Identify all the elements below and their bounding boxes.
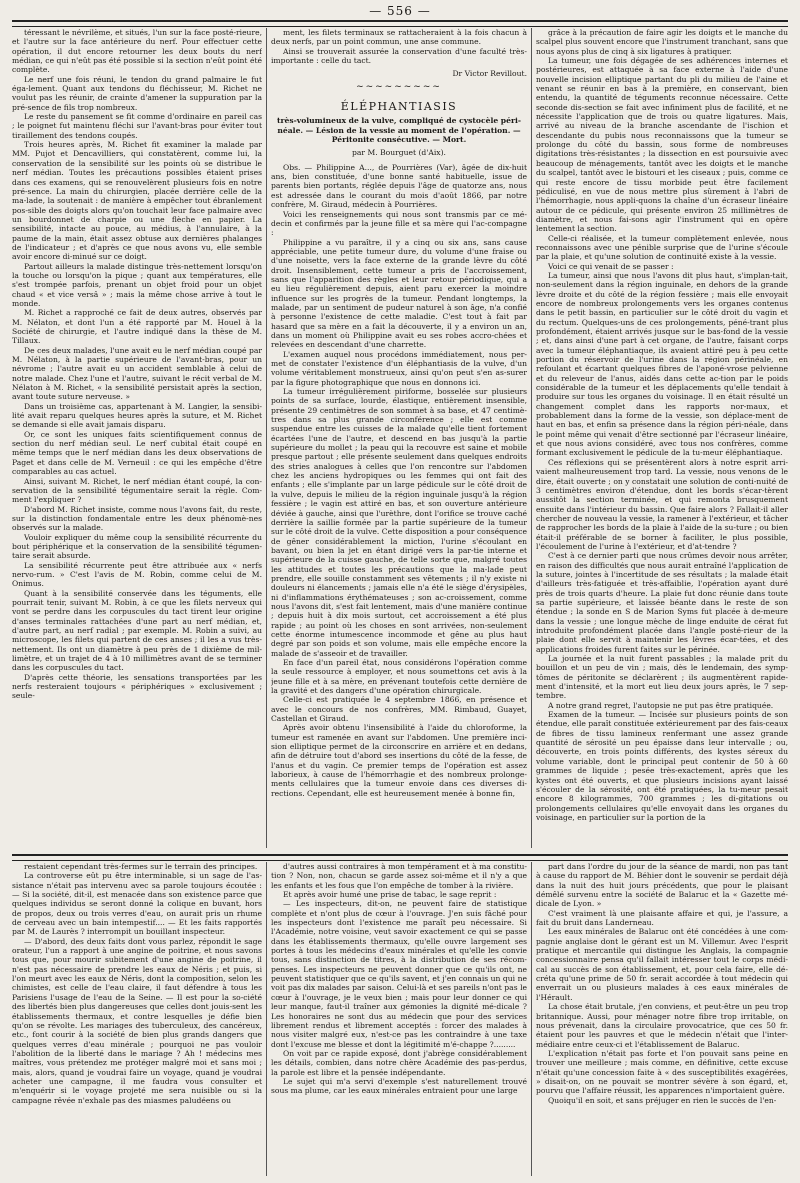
bottom-column-3 [536,862,788,1178]
paragraph: La controverse eût pu être interminable, si un sage de l'as-sistance n'était pas intervenu avec sa parole toujours écoutée : — Si la société, dit-il, est menacée dans son existence parce que quelques individus se seront donné la colique en buvant, hors de propos, deux ou trois verres d'eau, on aurait pris un rhume de cerveau avec un bain intempestif.... — Et les faits rapportés par M. de Laurès ? interrompit un bouillant inspecteur. [12,871,262,937]
article-author: par M. Bourguet (d'Aix). [352,148,446,158]
bottom-column-1 [12,862,262,1178]
article-title: ÉLÉPHANTIASIS [340,100,458,114]
paragraph: C'est à ce dernier parti que nous crûmes devoir nous arrêter, en raison des difficultés que nous aurait entraîné l'application de la suture, jointes à l'incertitude de ses résultats ; la malade était d'ailleurs très-fatiguée et très-affaiblie, l'opération ayant duré près de trois quarts d'heure. La plaie fut donc réunie dans toute sa partie supérieure, et laissée béante dans le reste de son étendue ; la sonde en S de Marion Syms fut placée à de-meure dans la vessie ; une longue mèche de linge enduite de cérat fut introduite profondément placée dans l'angle posté-rieur de la plaie dont elle servit à maintenir les lèvres écar-tées, et des applications froides furent faites sur le périnée. [536,551,788,654]
paragraph: Celle-ci réalisée, et la tumeur complètement enlevée, nous reconnaissons avec une pénible surprise que de l'urine s'écoule par la plaie, et qu'une solution de continuité existe à la vessie. [536,233,788,262]
column-divider [266,862,267,1176]
paragraph: Vouloir expliquer du même coup la sensibilité récurrente du bout périphérique et la conservation de la sensibilité tégumen-taire serait absurde. [12,532,262,561]
paragraph: restaient cependant très-fermes sur le terrain des principes. [24,862,258,871]
paragraph: Le reste du pansement se fit comme d'ordinaire en pareil cas ; le poignet fut maintenu fléchi sur l'avant-bras pour éviter tout tiraillement des tendons coupés. [12,112,262,140]
top-column-3 [536,28,788,850]
paragraph: — D'abord, des deux faits dont vous parlez, répondit le sage orateur, l'un a rapport à une angine de poitrine, et nous savons tous que, pour mourir subitement d'une angine de poitrine, il n'est pas nécessaire de prendre les eaux de Néris ; et puis, si l'on meurt avec les eaux de Néris, dont la composition, selon les chimistes, est celle de l'eau claire, il faut défendre à tous les Parisiens l'usage de l'eau de la Seine. — Il est pour la so-ciété des libertés bien plus dangereuses que celles dont jouis-sent les établissements thermaux, et contre lesquelles je défie bien qu'on se révolte. Les mariages des tuberculeux, des cancéreux, etc., font courir à la société de bien plus grands dangers que quelques verres d'eau minérale ; pourquoi ne pas vouloir l'abolition de la liberté dans le mariage ? Ah ! médecins mes maîtres, vous prétendez me protéger malgré moi et sans moi ; mais, alors, quand je voudrai faire un voyage, quand je voudrai acheter une campagne, il me faudra vous consulter et m'enquérir si le voyage projeté me sera nuisible ou si la campagne rêvée n'exhale pas des miasmes paludéens ou [12,936,262,1105]
paragraph: Partout ailleurs la malade distingue très-nettement lorsqu'on la touche ou lorsqu'on la pique ; quant aux températures, elle s'est trompée parfois, prenant un objet froid pour un objet chaud « et vice versâ » ; mais la même chose arrive à tout le monde. [12,261,262,308]
paragraph: Le sujet qui m'a servi d'exemple s'est naturellement trouvé sous ma plume, car les eaux minérales entraient pour une large [271,1076,527,1096]
paragraph: La tumeur, une fois dégagée de ses adhérences internes et postérieures, est attaquée à sa face externe à l'aide d'une nouvelle incision elliptique partant du pli du milieu de l'aine et venant se réunir en bas à la première, en conservant, bien entendu, la quantité de téguments reconnue nécessaire. Cette seconde dis-section se fait avec infiniment plus de facilité, et ne nécessite l'application que de trois ou quatre ligatures. Mais, arrivé au niveau de la branche ascendante de l'ischion et descendante du pubis nous reconnaissons que la tumeur se prolonge du côté du bassin, sous forme de nombreuses digitations très-résistantes ; la dissection en est poursuivie avec beaucoup de ménagements, tantôt avec les doigts et le manche du scalpel, tantôt avec le bistouri et les ciseaux ; puis, comme ce qui reste encore de tissu morbide peut être facilement pédiculisé, en vue de nous mettre plus sûrement à l'abri de l'hémorrhagie, nous appli-quons la chaîne d'un écraseur linéaire autour de ce pédicule, qui présente environ 25 millimètres de diamètre, et nous fai-sons agir l'instrument qui en opère lentement la section. [536,56,788,234]
paragraph: La tumeur, ainsi que nous l'avons dit plus haut, s'implan-tait, non-seulement dans la région inguinale, en dehors de la grande lèvre droite et du côté de la région fessière ; mais elle envoyait encore de nombreux prolongements vers les organes contenus dans le petit bassin, en particulier sur le côté droit du vagin et du rectum. Quelques-uns de ces prolongements, péné-trant plus profondément, étaient arrivés jusque sur le bas-fond de la vessie ; et, dans ainsi d'une part à cet organe, de l'autre, faisant corps avec la tumeur éléphantiaque, ils avaient attiré peu à peu cette portion du réservoir de l'urine dans la région périnéale, en refoulant et écartant quelques fibres de l'aponé-vrose pelvienne et du releveur de l'anus, aidés dans cette ac-tion par le poids considérable de la tumeur et les déplacements qu'elle tendait à produire sur tous les organes du voisinage. Il en était résulté un changement complet dans les rapports nor-maux, et probablement dans la forme de la vessie, son déplace-ment de haut en bas, et enfin sa présence dans la région péri-néale, dans le point même qui venait d'être sectionné par l'écraseur linéaire, et que nous avions considéré, avec tous nos confrères, comme formant exclusivement le pédicule de la tu-meur éléphantiaque. [536,270,788,458]
paragraph: Et après avoir humé une prise de tabac, le sage reprit : [283,890,497,900]
paragraph: L'examen auquel nous procédons immédiatement, nous per-met de constater l'existence d'un éléphantiasis de la vulve, d'un volume véritablement monstrueux, ainsi qu'on peut s'en as-surer par la figure photographique que nous en donnons ici. [271,349,527,387]
bottom-column-2 [271,862,527,1178]
paragraph: On voit par ce rapide exposé, dont j'abrège considérablement les détails, combien, dans notre chère Académie des pas-perdus, la parole est libre et la pensée indépendante. [271,1048,527,1077]
column-divider [266,28,267,848]
paragraph: Le nerf une fois réuni, le tendon du grand palmaire le fut éga-lement. Quant aux tendons du fléchisseur, M. Richet ne voulut pas les réunir, de crainte d'amener la suppuration par la pré-sence de fils trop nombreux. [12,74,262,112]
section-rule [12,854,788,861]
paragraph: D'après cette théorie, les sensations transportées par les nerfs resteraient toujours « périphériques » exclusivement ; seule- [12,672,262,701]
paragraph: Celle-ci est pratiquée le 4 septembre 1866, en présence et avec le concours de nos confrères, MM. Rimbaud, Guayet, Castellan et Giraud. [271,695,527,724]
paragraph: La sensibilité récurrente peut être attribuée aux « nerfs nervo-rum. » C'est l'avis de M. Robin, comme celui de M. Onimus. [12,560,262,589]
paragraph: ment, les filets terminaux se rattacheraient à la fois chacun à deux nerfs, par un point commun, une anse commune. [271,28,527,47]
paragraph: Ainsi, suivant M. Richet, le nerf médian étant coupé, la con-servation de la sensibilité tégumentaire serait la règle. Com-ment l'expliquer ? [12,476,262,505]
paragraph: Après avoir obtenu l'insensibilité à l'aide du chloroforme, la tumeur est ramenée en avant sur l'abdomen. Une première inci-sion elliptique permet de la circonscrire en arrière et en dedans, afin de détruire tout d'abord ses insertions du côté de la fesse, de l'anus et du vagin. Ce premier temps de l'opération est assez laborieux, à cause de l'hémorrhagie et des nombreux prolonge-ments cellulaires que la tumeur envoie dans ces diverses di-rections. Cependant, elle est heureusement menée à bonne fin, [271,723,527,798]
top-column-1 [12,28,262,850]
paragraph: — Les inspecteurs, dit-on, ne peuvent faire de statistique complète et n'ont plus de cœur à l'ouvrage. J'en suis fâché pour les inspecteurs dont l'existence me paraît peu nécessaire. Si l'Académie, notre voisine, veut savoir exactement ce qui se passe dans les établissements thermaux, qu'elle ouvre largement ses portes à tous les médecins d'eaux minérales et qu'elle les convie tous, sans distinction de titres, à la distribution de ses récom-penses. Les inspecteurs ne peuvent donner que ce qu'ils ont, ne peuvent statistiquer que ce qu'ils savent, et j'en connais un qui ne voit pas dix malades par saison. Celui-là et ses pareils n'ont pas le cœur à l'ouvrage, je le veux bien ; mais pour leur donner ce qui leur manque, faut-il traîner aux gémonies la dignité mé-dicale ? Les honoraires ne sont dus au médecin que pour des services librement rendus et librement acceptés : forcer des malades à nous visiter malgré eux, n'est-ce pas les contraindre à une taxe dont l'excuse me blesse et dont la légitimité m'é-chappe ?......... [271,899,527,1049]
paragraph: A notre grand regret, l'autopsie ne put pas être pratiquée. [548,700,774,710]
paragraph: M. Richet a rapproché ce fait de deux autres, observés par M. Nélaton, et dont l'un a été rapporté par M. Houel à la Société de chirurgie, et l'autre indiqué dans la thèse de M. Tillaux. [12,308,262,346]
paragraph: C'est vraiment là une plaisante affaire et qui, je l'assure, a fait du bruit dans Landerneau. [536,908,788,928]
column-divider [531,28,532,848]
paragraph: En face d'un pareil état, nous considérons l'opération comme la seule ressource à employer, et nous soumettons cet avis à la jeune fille et à sa mère, en prévenant toutefois cette dernière de la gravité et des dangers d'une opération chirurgicale. [271,658,527,696]
paragraph: Obs. — Philippine A..., de Pourrières (Var), âgée de dix-huit ans, bien constituée, d'une bonne santé habituelle, issue de parents bien portants, réglée depuis l'âge de quatorze ans, nous est adressée dans le courant du mois d'août 1866, par notre confrère, M. Giraud, médecin à Pourrières. [271,162,527,210]
paragraph: Quoiqu'il en soit, et sans préjuger en rien le succès de l'en- [548,1095,777,1105]
column-divider [531,862,532,1176]
paragraph: Quant à la sensibilité conservée dans les téguments, elle pourrait tenir, suivant M. Robin, à ce que les filets nerveux qui vont se perdre dans les corpuscules du tact tirent leur origine d'anses terminales rattachées d'une part au nerf médian, et, d'autre part, au nerf radial ; par exemple. M. Robin a suivi, au microscope, les filets qui partent de ces anses ; il les a vus très-nettement. Ils ont un diamètre à peu près de 1 dixième de mil-limètre, et un trajet de 4 à 10 millimètres avant de se terminer dans les corpuscules du tact. [12,588,262,673]
ornament-divider: ~~~~~~~~~ [356,81,442,92]
paragraph: La chose était brutale, j'en conviens, et peut-être un peu trop britannique. Aussi, pour ménager notre fibre trop irritable, on nous prévenait, dans la circulaire provocatrice, que ces 50 fr. étaient pour les pauvres et que le médecin n'était que l'inter-médiaire entre ceux-ci et l'établissement de Balaruc. [536,1002,788,1049]
signature: Dr Victor Revillout. [452,69,527,79]
paragraph: d'autres aussi contraires à mon tempérament et à ma constitu-tion ? Non, non, chacun se garde assez soi-même et il n'y a que les enfants et les fous que l'on empêche de tomber à la rivière. [271,862,527,890]
paragraph: Ces réflexions qui se présentèrent alors à notre esprit arri-vaient malheureusement trop tard. La vessie, nous venons de le dire, était ouverte ; on y constatait une solution de conti-nuité de 3 centimètres environ d'étendue, dont les bords s'écar-tèrent aussitôt la section terminée, et qui remonta brusquement ensuite dans l'intérieur du bassin. Que faire alors ? Fallait-il aller chercher de nouveau la vessie, la ramener à l'extérieur, et tâcher de rapprocher les bords de la plaie à l'aide de la su-ture ; ou bien était-il préférable de se borner à faciliter, le plus possible, l'écoulement de l'urine à l'extérieur, et d'at-tendre ? [536,457,788,551]
paragraph: La journée et la nuit furent passables ; la malade prit du bouillon et un peu de vin ; mais, dès le lendemain, des symp-tômes de péritonite se déclarèrent ; ils augmentèrent rapide-ment d'intensité, et la mort eut lieu deux jours après, le 7 sep-tembre. [536,654,788,701]
paragraph: Examen de la tumeur. — Incisée sur plusieurs points de son étendue, elle paraît constituée extérieurement par des fais-ceaux de fibres de tissu lamineux renfermant une assez grande quantité de sérosité un peu épaisse dans leur intervalle ; ou, découverte, en trois points différents, des kystes séreux du volume variable, dont le principal peut contenir de 50 à 60 grammes de liquide ; pesée très-exactement, après que les kystes ont été ouverts, et que plusieurs incisions ayant laissé s'écouler de la sérosité, ont été pratiquées, la tu-meur pesait encore 8 kilogrammes, 700 grammes ; les di-gitations ou prolongements cellulaires qu'elle envoyait dans les organes du voisinage, en particulier sur la portion de la [536,710,788,822]
page-number: — 556 — [369,4,431,18]
paragraph: D'abord M. Richet insiste, comme nous l'avons fait, du reste, sur la distinction fondamentale entre les deux phénomè-nes observés sur la malade. [12,504,262,533]
paragraph: L'explication n'était pas forte et l'on pouvait sans peine en trouver une meilleure ; mais comme, en définitive, cette excuse n'était qu'une concession faite à « des susceptibilités exagérées, » disait-on, on ne pouvait se montrer sévère à son égard, et, pourvu que l'affaire réussit, les apparences n'importaient guère. [536,1048,788,1096]
paragraph: Voici ce qui venait de se passer : [548,261,674,271]
paragraph: Trois heures après, M. Richet fit examiner la malade par MM. Pujot et Dencavilliers, qui constatèrent, comme lui, la conservation de la sensibilité sur les points où se distribue le nerf médian. Toutes les précautions possibles étaient prises dans ces examens, qui se renouvelèrent plusieurs fois en notre pré-sence. La main du chirurgien, placée derrière celle de la ma-lade, la soutenait : de manière à empêcher tout ébranlement pos-sible des doigts alors qu'on touchait leur face palmaire avec un bourdonnet de charpie ou une flèche en papier. La sensibilité, intacte au pouce, au médius, à l'annulaire, à la paume de la main, était assez obtuse aux dernières phalanges de l'indicateur ; et d'après ce que nous avons vu, elle semble avoir encore di-minué sur ce doigt. [12,140,262,262]
paragraph: Philippine a vu paraître, il y a cinq ou six ans, sans cause appréciable, une petite tumeur dure, du volume d'une fraise ou d'une noisette, vers la face externe de la grande lèvre du côté droit. Insensiblement, cette tumeur a pris de l'accroissement, sans que l'apparition des règles et leur retour périodique, qui a eu lieu régulièrement depuis, aient paru exercer la moindre influence sur les progrès de la tumeur. Pendant longtemps, la malade, par un sentiment de pudeur naturel à son âge, n'a confié à personne l'existence de cette maladie. C'est tout à fait par hasard que sa mère en a fait la découverte, il y a environ un an, dans un moment où Philippine avait eu ses robes accro-chées et relevées en descendant d'une charrette. [271,237,527,350]
paragraph: La tumeur irrégulièrement piriforme, bosselée sur plusieurs points de sa surface, lourde, élastique, entièrement insensible, présente 29 centimètres de son sommet à sa base, et 47 centimè-tres dans sa plus grande circonférence ; elle est comme suspendue entre les cuisses de la malade qu'elle tient fortement écartées l'une de l'autre, et descend en bas jusqu'à la partie supérieure du mollet ; la peau qui la recouvre est saine et mobile presque partout ; elle présente seulement dans quelques endroits des stries analogues à celles que l'on rencontre sur l'abdomen chez les anciens hydropiques ou les femmes qui ont fait des enfants ; elle s'implante par un large pédicule sur le côté droit de la vulve, depuis le milieu de la région inguinale jusqu'à la région fessière ; le vagin est attiré en bas, et son ouverture antérieure déviée à gauche, ainsi que l'urèthre, dont l'orifice se trouve caché derrière la saillie formée par la partie supérieure de la tumeur sur le côté droit de la vulve. Cette disposition a pour conséquence de gêner considérablement la miction, l'urine s'écoulant en bavant, ou bien la jet en étant dirigé vers la par-tie interne et supérieure de la cuisse gauche, de telle sorte que, malgré toutes les attitudes et toutes les précautions que la ma-lade peut prendre, elle souille constamment ses vêtements ; il n'y existe ni douleurs ni élancements ; jamais elle n'a été le siège d'érysipèles, ni d'inflammations érythémateuses ; son ac-croissement, comme nous l'avons dit, s'est fait lentement, mais d'une manière continue ; depuis huit à dix mois surtout, cet accroissement a été plus rapide ; au point où les choses en sont arrivées, non-seulement cette énorme intumescence incommode et gêne au plus haut degré par son poids et son volume, mais elle empêche encore la malade de s'asseoir et de travailler. [271,387,527,658]
paragraph: téressant le névrilème, et situés, l'un sur la face posté-rieure, et l'autre sur la face antérieure du nerf. Pour effectuer cette opération, il dut encore retourner les deux bouts du nerf médian, ce qui n'eût pas été possible si la section n'eût point été complète. [12,28,262,75]
paragraph: Voici les renseignements qui nous sont transmis par ce mé-decin et confirmés par la jeune fille et sa mère qui l'ac-compagne : [271,209,527,238]
paragraph: Ainsi se trouverait assurée la conservation d'une faculté très-importante : celle du tact. [271,46,527,66]
paragraph: Dans un troisième cas, appartenant à M. Langier, la sensibi-lité avait reparu quelques heures après la suture, et M. Richet se demande si elle avait jamais disparu. [12,401,262,430]
paragraph: De ces deux malades, l'une avait eu le nerf médian coupé par M. Nélaton, à la partie supérieure de l'avant-bras, pour un névrome ; l'autre avait eu un accident semblable à celui de notre malade. Chez l'une et l'autre, suivant le récit verbal de M. Nélaton à M. Richet, « la sensibilité persistait après la section, avant toute suture nerveuse. » [12,345,262,402]
paragraph: Or, ce sont les uniques faits scientifiquement connus de section du nerf médian seul. Le nerf cubital était coupé en même temps que le nerf médian dans les deux observations de Paget et dans celle de M. Verneuil : ce qui les empêche d'être comparables au cas actuel. [12,429,262,477]
top-column-2 [271,28,527,850]
paragraph: part dans l'ordre du jour de la séance de mardi, non pas tant à cause du rapport de M. Béhier dont le souvenir se perdait déjà dans la nuit des huit jours précédents, que pour le plaisant démêlé survenu entre la société de Balaruc et la « Gazette mé-dicale de Lyon. » [536,862,788,909]
article-subtitle: très-volumineux de la vulve, compliqué de cystocèle péri-néale. — Lésion de la vessie au moment de l'opération. — Péritonite consécutive. — Mort. [277,116,521,145]
paragraph: Les eaux minérales de Balaruc ont été concédées à une com-pagnie anglaise dont le gérant est un M. Villemur. Avec l'esprit pratique et mercantile qui distingue les Anglais, la compagnie concessionnaire pensa qu'il fallait intéresser tout le corps médi-cal au succès de son établissement, et, pour cela faire, elle dé-créta qu'une prime de 50 fr. serait accordée à tout médecin qui enverrait un ou plusieurs malades à ces eaux minérales de l'Hérault. [536,927,788,1002]
top-rule [12,20,788,27]
paragraph: grâce à la précaution de faire agir les doigts et le manche du scalpel plus souvent encore que l'instrument tranchant, sans que nous ayons plus de cinq à six ligatures à pratiquer. [536,28,788,56]
